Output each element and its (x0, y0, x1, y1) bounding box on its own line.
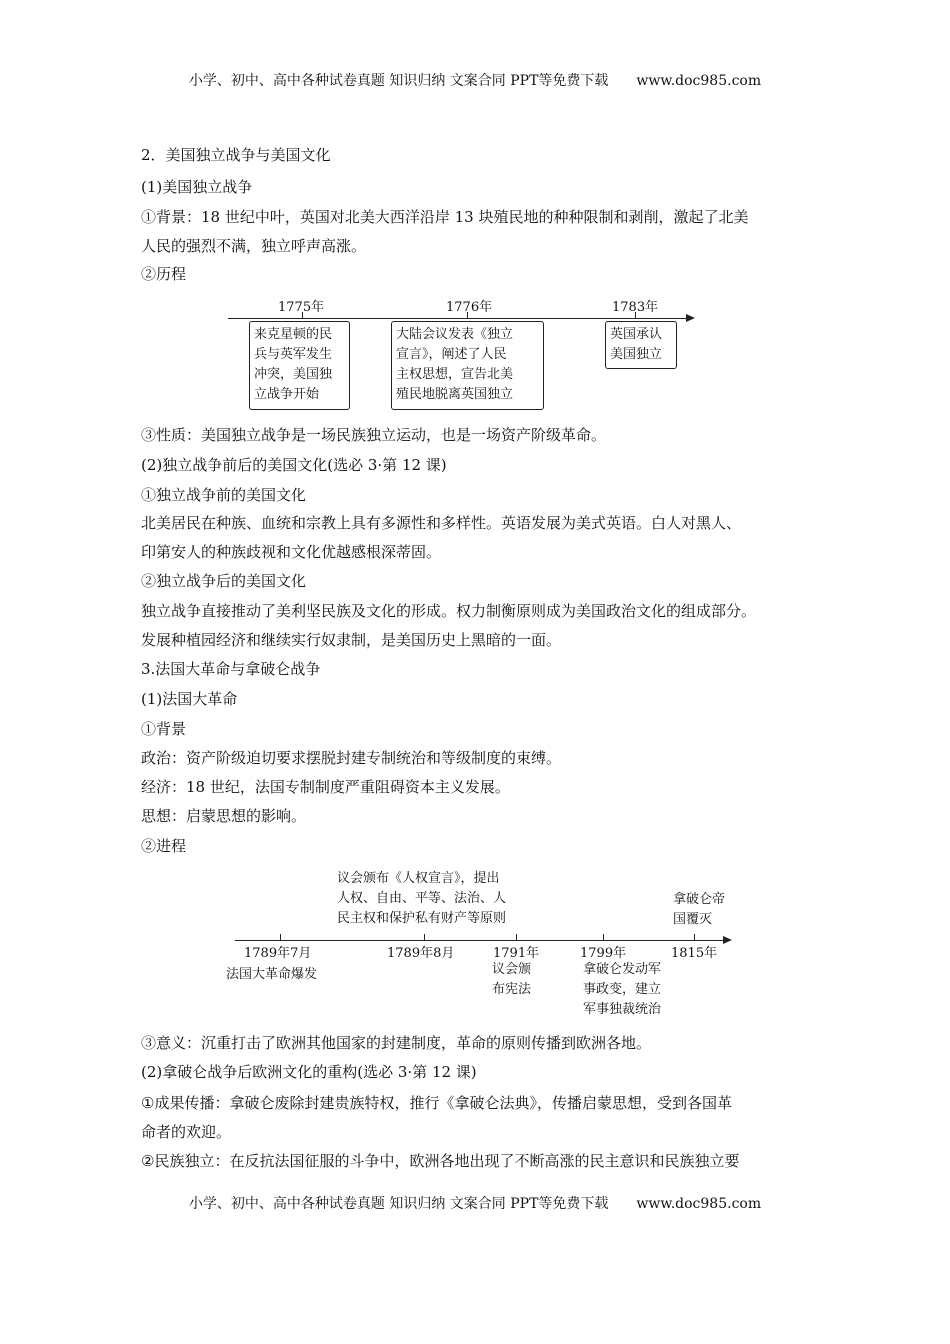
subsection-3-1: (1)法国大革命 (141, 690, 238, 708)
after-war-line-2: 发展种植园经济和继续实行奴隶制，是美国历史上黑暗的一面。 (141, 631, 562, 649)
politics-line: 政治：资产阶级迫切要求摆脱封建专制统治和等级制度的束缚。 (141, 749, 562, 767)
spread-line-1: ①成果传播：拿破仑废除封建贵族特权，推行《拿破仑法典》，传播启蒙思想，受到各国革 (141, 1094, 732, 1112)
subsection-2-1: (1)美国独立战争 (141, 178, 253, 196)
process-heading: ②历程 (141, 265, 187, 283)
timeline-tick (280, 934, 281, 941)
event-aug-1789: 议会颁布《人权宣言》，提出 人权、自由、平等、法治、人 民主权和保护私有财产等原则 (337, 871, 507, 926)
nature-line: ③性质：美国独立战争是一场民族独立运动，也是一场资产阶级革命。 (141, 426, 607, 444)
background-line-2: 人民的强烈不满，独立呼声高涨。 (141, 237, 367, 255)
subsection-2-2: (2)独立战争前后的美国文化(选必 3·第 12 课) (141, 456, 447, 474)
year-1775: 1775年 (278, 300, 325, 315)
header-text: 小学、初中、高中各种试卷真题 知识归纳 文案合同 PPT等免费下载 (188, 73, 609, 89)
timeline-axis (228, 318, 688, 319)
event-1815: 拿破仑帝 国覆灭 (673, 892, 726, 927)
after-war-heading: ②独立战争后的美国文化 (141, 572, 307, 590)
before-war-heading: ①独立战争前的美国文化 (141, 486, 307, 504)
year-1791: 1791年 (493, 946, 540, 961)
timeline-arrow (723, 936, 732, 944)
timeline-tick (516, 934, 517, 941)
footer-text: 小学、初中、高中各种试卷真题 知识归纳 文案合同 PPT等免费下载 (188, 1196, 609, 1212)
economy-line: 经济：18 世纪，法国专制制度严重阻碍资本主义发展。 (141, 778, 510, 796)
section-3-title: 3.法国大革命与拿破仑战争 (141, 660, 321, 678)
header-url: www.doc985.com (636, 73, 762, 89)
timeline-arrow (686, 314, 695, 322)
year-1776: 1776年 (446, 300, 493, 315)
year-1799: 1799年 (580, 946, 627, 961)
page-footer (0, 1193, 950, 1213)
before-war-line-1: 北美居民在种族、血统和宗教上具有多源性和多样性。英语发展为美式英语。白人对黑人、 (141, 514, 742, 532)
page-header (0, 70, 950, 90)
meaning-line: ③意义：沉重打击了欧洲其他国家的封建制度，革命的原则传播到欧洲各地。 (141, 1034, 652, 1052)
spread-line-2: 命者的欢迎。 (141, 1123, 232, 1141)
event-1783: 英国承认 美国独立 (605, 321, 677, 369)
year-1815: 1815年 (671, 946, 718, 961)
subsection-3-2: (2)拿破仑战争后欧洲文化的重构(选必 3·第 12 课) (141, 1063, 477, 1081)
event-1799: 拿破仑发动军 事政变，建立 军事独裁统治 (583, 962, 662, 1017)
event-jul-1789: 法国大革命爆发 (226, 967, 318, 982)
thought-line: 思想：启蒙思想的影响。 (141, 807, 307, 825)
nation-line-1: ②民族独立：在反抗法国征服的斗争中，欧洲各地出现了不断高涨的民主意识和民族独立要 (141, 1152, 740, 1170)
footer-url: www.doc985.com (636, 1196, 762, 1212)
year-aug-1789: 1789年8月 (387, 946, 455, 961)
year-jul-1789: 1789年7月 (244, 946, 312, 961)
before-war-line-2: 印第安人的种族歧视和文化优越感根深蒂固。 (141, 543, 442, 561)
timeline-tick (424, 934, 425, 941)
year-1783: 1783年 (612, 300, 659, 315)
after-war-line-1: 独立战争直接推动了美利坚民族及文化的形成。权力制衡原则成为美国政治文化的组成部分。 (141, 602, 757, 620)
progress-heading: ②进程 (141, 837, 187, 855)
event-1791: 议会颁 布宪法 (492, 962, 532, 997)
event-1776: 大陆会议发表《独立 宣言》，阐述了人民 主权思想，宣告北美 殖民地脱离英国独立 (391, 321, 544, 410)
background-line-1: ①背景：18 世纪中叶，英国对北美大西洋沿岸 13 块殖民地的种种限制和剥削，激起了北美 (141, 208, 749, 226)
timeline-tick (603, 934, 604, 941)
timeline-axis (235, 940, 725, 941)
background-3-heading: ①背景 (141, 720, 187, 738)
event-1775: 来克星顿的民 兵与英军发生 冲突，美国独 立战争开始 (249, 321, 350, 410)
section-2-title: 2．美国独立战争与美国文化 (141, 146, 331, 164)
timeline-tick (694, 934, 695, 941)
